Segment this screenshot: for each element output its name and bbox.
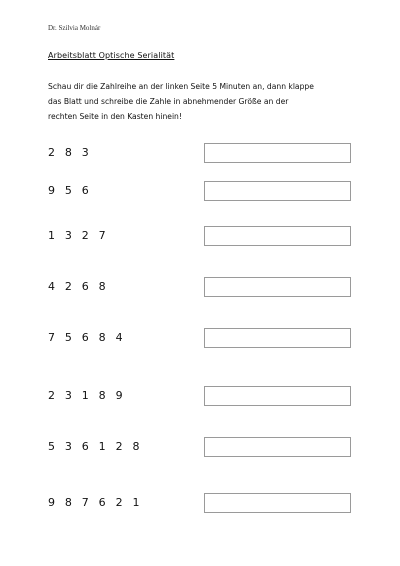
answer-box[interactable] — [204, 386, 351, 406]
worksheet-title: Arbeitsblatt Optische Serialität — [48, 51, 175, 60]
answer-box[interactable] — [204, 143, 351, 163]
answer-box[interactable] — [204, 328, 351, 348]
number-sequence: 4 2 6 8 — [48, 280, 109, 293]
instructions-line: das Blatt und schreibe die Zahle in abnehmender Größe an der — [48, 97, 289, 106]
exercise-row — [0, 143, 400, 165]
number-sequence: 9 5 6 — [48, 184, 92, 197]
instructions — [48, 79, 368, 124]
answer-box[interactable] — [204, 226, 351, 246]
exercise-row — [0, 493, 400, 515]
number-sequence: 2 3 1 8 9 — [48, 389, 126, 402]
answer-box[interactable] — [204, 181, 351, 201]
answer-box[interactable] — [204, 277, 351, 297]
instructions-line: rechten Seite in den Kasten hinein! — [48, 112, 182, 121]
exercise-row — [0, 386, 400, 408]
author-name: Dr. Szilvia Molnár — [48, 24, 101, 32]
number-sequence: 2 8 3 — [48, 146, 92, 159]
exercise-row — [0, 226, 400, 248]
number-sequence: 5 3 6 1 2 8 — [48, 440, 143, 453]
instructions-line: Schau dir die Zahlreihe an der linken Seite 5 Minuten an, dann klappe — [48, 82, 314, 91]
answer-box[interactable] — [204, 493, 351, 513]
exercise-row — [0, 328, 400, 350]
number-sequence: 1 3 2 7 — [48, 229, 109, 242]
exercise-row — [0, 277, 400, 299]
exercise-row — [0, 181, 400, 203]
number-sequence: 7 5 6 8 4 — [48, 331, 126, 344]
number-sequence: 9 8 7 6 2 1 — [48, 496, 143, 509]
exercise-row — [0, 437, 400, 459]
answer-box[interactable] — [204, 437, 351, 457]
